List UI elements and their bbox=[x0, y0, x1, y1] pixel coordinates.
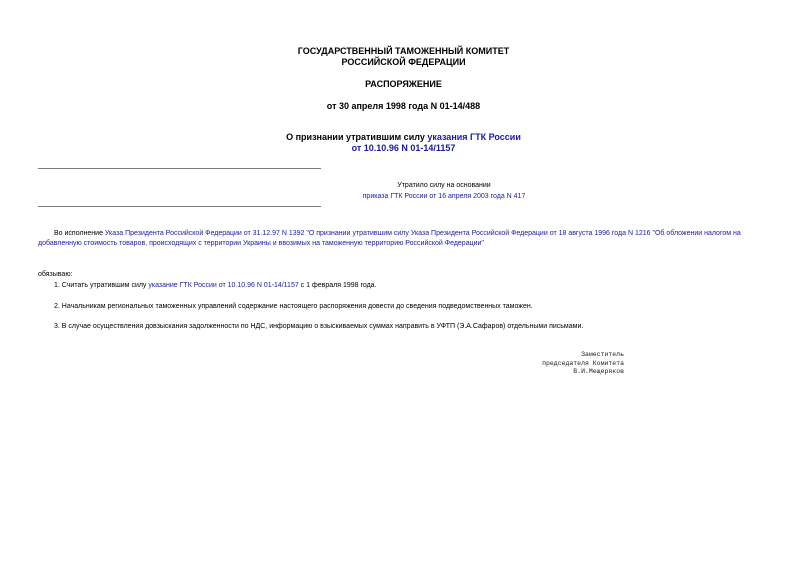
preamble-prefix: Во исполнение bbox=[54, 230, 105, 237]
org-name-line1: ГОСУДАРСТВЕННЫЙ ТАМОЖЕННЫЙ КОМИТЕТ bbox=[297, 46, 510, 56]
doc-type: РАСПОРЯЖЕНИЕ bbox=[365, 79, 442, 89]
doc-date: от 30 апреля 1998 года N 01-14/488 bbox=[326, 101, 481, 111]
divider-top bbox=[38, 168, 321, 169]
subject-link-instruction[interactable]: указания ГТК России bbox=[427, 132, 521, 142]
obligation-text: обязываю: bbox=[38, 271, 73, 278]
item-1 bbox=[54, 281, 774, 291]
signature-name: В.И.Мещеряков bbox=[573, 368, 624, 375]
item-1-prefix: 1. Считать утратившим силу bbox=[54, 282, 149, 289]
status-note-link[interactable]: приказа ГТК России от 16 апреля 2003 года N 417 bbox=[362, 193, 526, 200]
item-2: 2. Начальникам региональных таможенных управлений содержание настоящего распоряжения довести до сведения подведомственных таможен. bbox=[54, 303, 533, 310]
item-1-suffix: с 1 февраля 1998 года. bbox=[298, 282, 377, 289]
subject-prefix: О признании утратившим силу bbox=[286, 132, 428, 142]
preamble-paragraph bbox=[38, 229, 776, 249]
signature-title: Заместитель bbox=[581, 351, 624, 358]
subject-line1 bbox=[0, 132, 807, 143]
subject-link-date[interactable]: от 10.10.96 N 01-14/1157 bbox=[351, 143, 456, 153]
doc-subject bbox=[0, 132, 807, 154]
signature-position: председателя Комитета bbox=[542, 359, 624, 367]
divider-bottom bbox=[38, 206, 321, 207]
item-1-link[interactable]: указание ГТК России от 10.10.96 N 01-14/1157 bbox=[148, 282, 299, 289]
header-block bbox=[0, 46, 807, 68]
preamble-decree-link[interactable]: Указа Президента Российской Федерации от 31.12.97 N 1392 "О признании утратившим силу Указа Президента Российской Федерации от 18 августа 1996 года N 1216 "Об обложении налогом на добавленную стоимость товаров, происходящих с территории Украины и ввозимых на таможенную территорию Российской Федерации" bbox=[38, 230, 741, 247]
status-note bbox=[240, 180, 648, 202]
item-3: 3. В случае осуществления довзыскания задолженности по НДС, информацию о взыскиваемых суммах направить в УФТП (Э.А.Сафаров) отдельными письмами. bbox=[54, 323, 584, 330]
status-note-text: Утратило силу на основании bbox=[397, 182, 491, 189]
org-name-line2: РОССИЙСКОЙ ФЕДЕРАЦИИ bbox=[341, 57, 466, 67]
signature-block bbox=[480, 351, 624, 377]
